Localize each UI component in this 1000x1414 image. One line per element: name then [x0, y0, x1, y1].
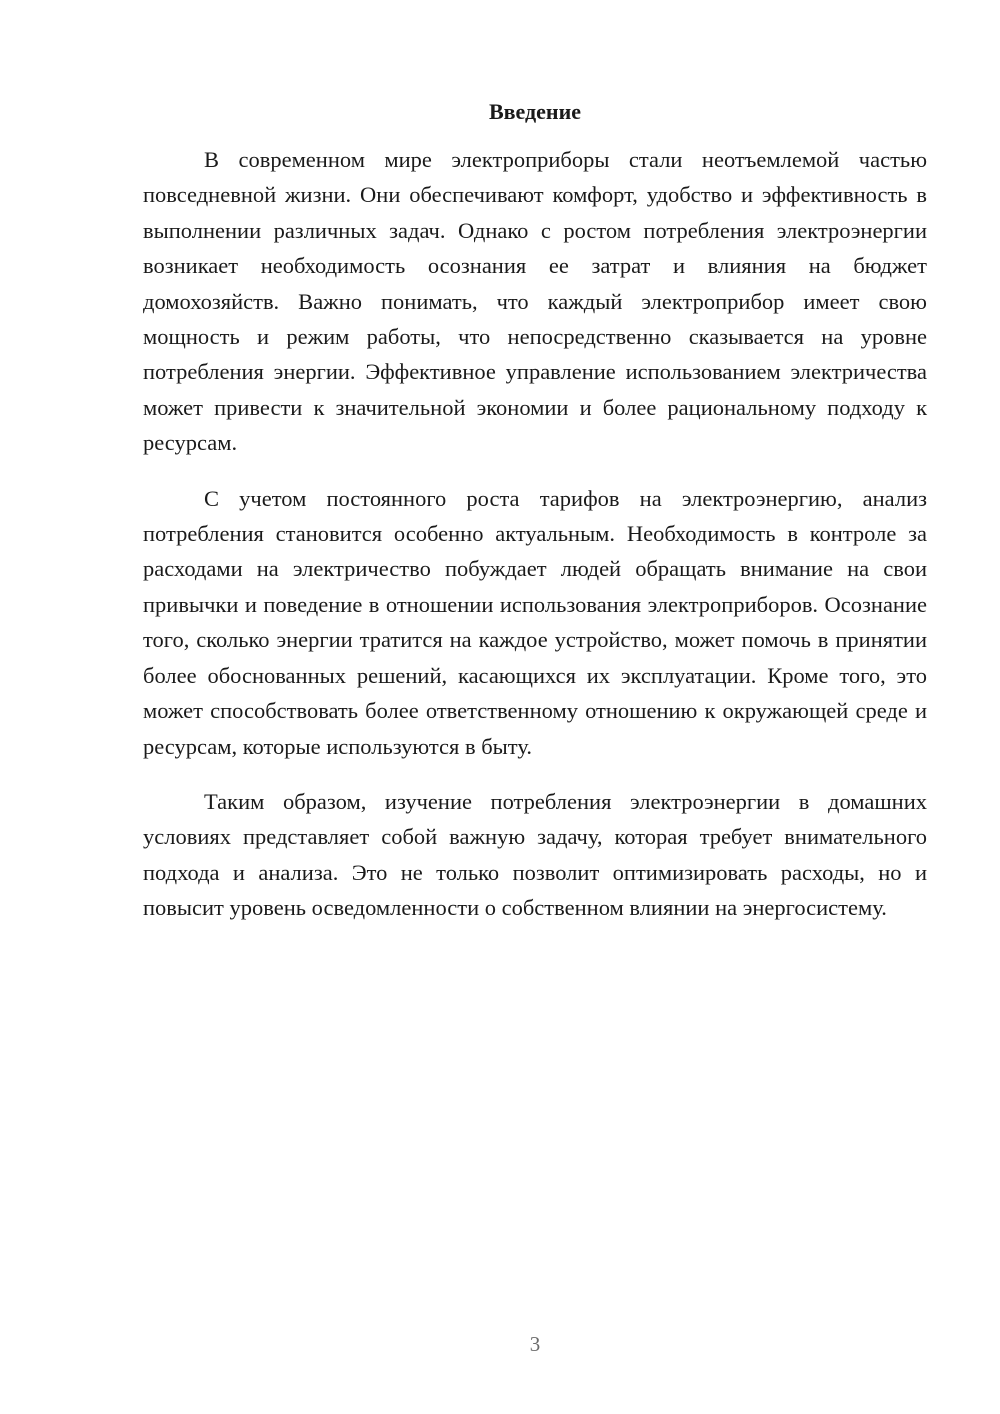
paragraph-3: Таким образом, изучение потребления электроэнергии в домашних условиях представляет собой важную задачу, которая требует внимательного подхода и анализа. Это не только позволит оптимизировать расходы, но и повысит уровень осведомленности о собственном влиянии на энергосистему.	[143, 788, 927, 921]
paragraph-2: С учетом постоянного роста тарифов на электроэнергию, анализ потребления становится особенно актуальным. Необходимость в контроле за расходами на электричество побуждает людей обращать внимание на свои привычки и поведение в отношении использования электроприборов. Осознание того, сколько энергии тратится на каждое устройство, может помочь в принятии более обоснованных решений, касающихся их эксплуатации. Кроме того, это может способствовать более ответственному отношению к окружающей среде и ресурсам, которые используются в быту.	[143, 485, 927, 759]
section-heading: Введение	[488, 99, 582, 124]
paragraph-1: В современном мире электроприборы стали неотъемлемой частью повседневной жизни. Они обеспечивают комфорт, удобство и эффективность в выполнении различных задач. Однако с ростом потребления электроэнергии возникает необходимость осознания ее затрат и влияния на бюджет домохозяйств. Важно понимать, что каждый электроприбор имеет свою мощность и режим работы, что непосредственно сказывается на уровне потребления энергии. Эффективное управление использованием электричества может привести к значительной экономии и более рациональному подходу к ресурсам.	[143, 147, 927, 456]
body-text	[143, 142, 927, 946]
page-number: 3	[529, 1332, 541, 1356]
